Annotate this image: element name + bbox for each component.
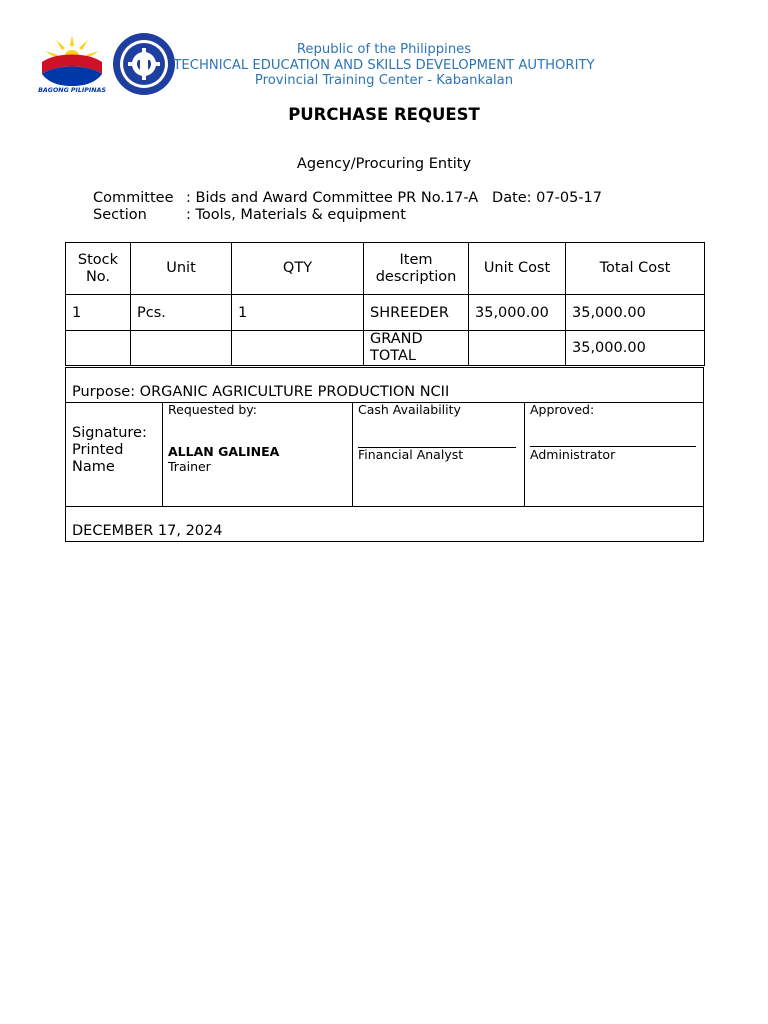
empty-cell [232, 331, 364, 366]
table-header-row [66, 243, 705, 295]
committee-value: : Bids and Award Committee PR No.17-A Date: 07-05-17 [186, 190, 602, 206]
cell-stock-no: 1 [66, 295, 131, 331]
items-table [65, 242, 705, 366]
committee-line [93, 190, 602, 206]
col-header-item-description: Item description [364, 243, 469, 295]
section-line [93, 207, 406, 223]
cell-qty: 1 [232, 295, 364, 331]
purpose-row [65, 367, 704, 403]
grand-total-row [66, 331, 705, 366]
agency-header [0, 42, 768, 89]
section-label: Section [93, 207, 147, 223]
committee-label: Committee [93, 190, 174, 206]
col-header-qty: QTY [232, 243, 364, 295]
grand-total-value: 35,000.00 [566, 331, 705, 366]
requested-by-label: Requested by: [168, 402, 258, 417]
grand-total-label: GRAND TOTAL [364, 331, 469, 366]
empty-cell [131, 331, 232, 366]
bagong-pilipinas-text: BAGONG PILIPINAS [38, 87, 106, 94]
signature-printed-name-label: Signature: Printed Name [72, 425, 147, 475]
tesda-line: TECHNICAL EDUCATION AND SKILLS DEVELOPMENT AUTHORITY [173, 57, 595, 73]
signature-label-cell [66, 403, 163, 506]
training-center-line: Provincial Training Center - Kabankalan [254, 73, 514, 88]
table-row [66, 295, 705, 331]
purpose-text: Purpose: ORGANIC AGRICULTURE PRODUCTION NCII [72, 384, 450, 400]
col-header-total-cost: Total Cost [566, 243, 705, 295]
date-row [65, 506, 704, 542]
cell-unit-cost: 35,000.00 [469, 295, 566, 331]
empty-cell [469, 331, 566, 366]
cash-availability-cell [352, 403, 525, 506]
requested-by-cell [162, 403, 353, 506]
empty-cell [66, 331, 131, 366]
approved-cell [524, 403, 703, 506]
document-title: PURCHASE REQUEST [288, 105, 480, 124]
administrator-title: Administrator [530, 447, 616, 462]
cash-availability-label: Cash Availability [358, 402, 461, 417]
section-value: : Tools, Materials & equipment [186, 207, 406, 223]
approved-label: Approved: [530, 402, 595, 417]
cell-item-description: SHREEDER [364, 295, 469, 331]
cell-unit: Pcs. [131, 295, 232, 331]
signature-row [65, 402, 704, 507]
col-header-unit-cost: Unit Cost [469, 243, 566, 295]
agency-label: Agency/Procuring Entity [296, 156, 472, 172]
requester-name: ALLAN GALINEA [168, 444, 280, 459]
financial-analyst-title: Financial Analyst [358, 447, 464, 462]
col-header-stock-no: Stock No. [66, 243, 131, 295]
requester-title: Trainer [168, 459, 211, 474]
cell-total-cost: 35,000.00 [566, 295, 705, 331]
republic-line: Republic of the Philippines [296, 42, 472, 57]
request-date: DECEMBER 17, 2024 [72, 523, 223, 539]
col-header-unit: Unit [131, 243, 232, 295]
